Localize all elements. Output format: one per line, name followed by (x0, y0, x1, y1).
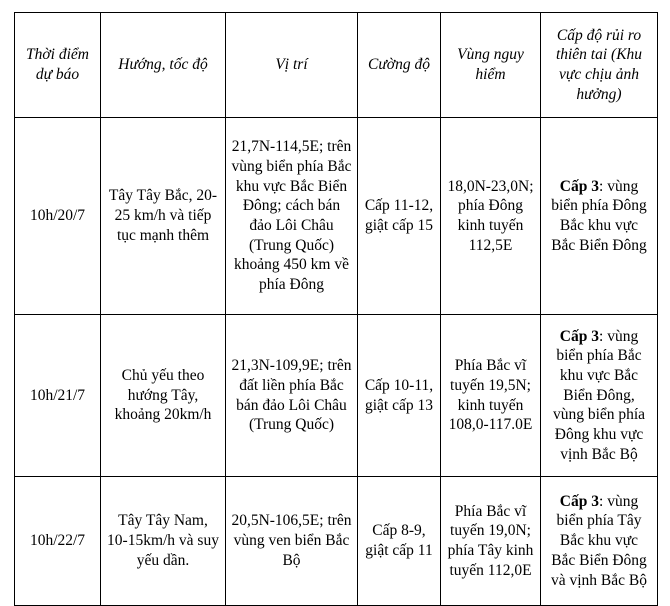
cell-risk-level (541, 118, 658, 315)
cell-forecast-time: 10h/20/7 (15, 118, 101, 315)
risk-affected-area: vùng biển phía Đông Bắc khu vực Bắc Biển Đông (551, 177, 647, 254)
column-header-direction: Hướng, tốc độ (101, 13, 226, 118)
column-header-position: Vị trí (226, 13, 358, 118)
cell-direction-speed: Tây Tây Bắc, 20-25 km/h và tiếp tục mạnh thêm (101, 118, 226, 315)
cell-danger-zone: Phía Bắc vĩ tuyến 19,5N; kinh tuyến 108,0-117.0E (441, 315, 541, 477)
risk-level-badge: Cấp 3 (559, 327, 599, 345)
cell-direction-speed: Tây Tây Nam, 10-15km/h và suy yếu dần. (101, 477, 226, 606)
column-header-time: Thời điểm dự báo (15, 13, 101, 118)
table-header-row (15, 13, 658, 118)
table-row (15, 315, 658, 477)
column-header-risk-level: Cấp độ rủi ro thiên tai (Khu vực chịu ảnh hưởng) (541, 13, 658, 118)
cell-forecast-time: 10h/21/7 (15, 315, 101, 477)
risk-level-badge: Cấp 3 (559, 492, 599, 510)
column-header-danger-zone: Vùng nguy hiểm (441, 13, 541, 118)
risk-separator: : (599, 177, 608, 195)
cell-intensity: Cấp 10-11, giật cấp 13 (358, 315, 441, 477)
risk-separator: : (599, 492, 608, 510)
risk-affected-area: vùng biển phía Bắc khu vực Bắc Biển Đông, vùng biển phía Đông khu vực vịnh Bắc Bộ (552, 327, 646, 463)
cell-intensity: Cấp 8-9, giật cấp 11 (358, 477, 441, 606)
cell-intensity: Cấp 11-12, giật cấp 15 (358, 118, 441, 315)
storm-forecast-table (14, 12, 658, 606)
table-row (15, 477, 658, 606)
cell-risk-level (541, 477, 658, 606)
cell-danger-zone: 18,0N-23,0N; phía Đông kinh tuyến 112,5E (441, 118, 541, 315)
cell-risk-level (541, 315, 658, 477)
table-body (15, 118, 658, 606)
cell-position: 21,3N-109,9E; trên đất liền phía Bắc bán đảo Lôi Châu (Trung Quốc) (226, 315, 358, 477)
cell-danger-zone: Phía Bắc vĩ tuyến 19,0N; phía Tây kinh tuyến 112,0E (441, 477, 541, 606)
cell-position: 20,5N-106,5E; trên vùng ven biển Bắc Bộ (226, 477, 358, 606)
table-header (15, 13, 658, 118)
cell-forecast-time: 10h/22/7 (15, 477, 101, 606)
column-header-intensity: Cường độ (358, 13, 441, 118)
risk-affected-area: vùng biển phía Tây Bắc khu vực Bắc Biển Đông và vịnh Bắc Bộ (551, 492, 647, 589)
risk-level-badge: Cấp 3 (559, 177, 599, 195)
table-row (15, 118, 658, 315)
risk-separator: : (599, 327, 608, 345)
cell-direction-speed: Chủ yếu theo hướng Tây, khoảng 20km/h (101, 315, 226, 477)
cell-position: 21,7N-114,5E; trên vùng biển phía Bắc khu vực Bắc Biển Đông; cách bán đảo Lôi Châu (Trung Quốc) khoảng 450 km về phía Đông (226, 118, 358, 315)
